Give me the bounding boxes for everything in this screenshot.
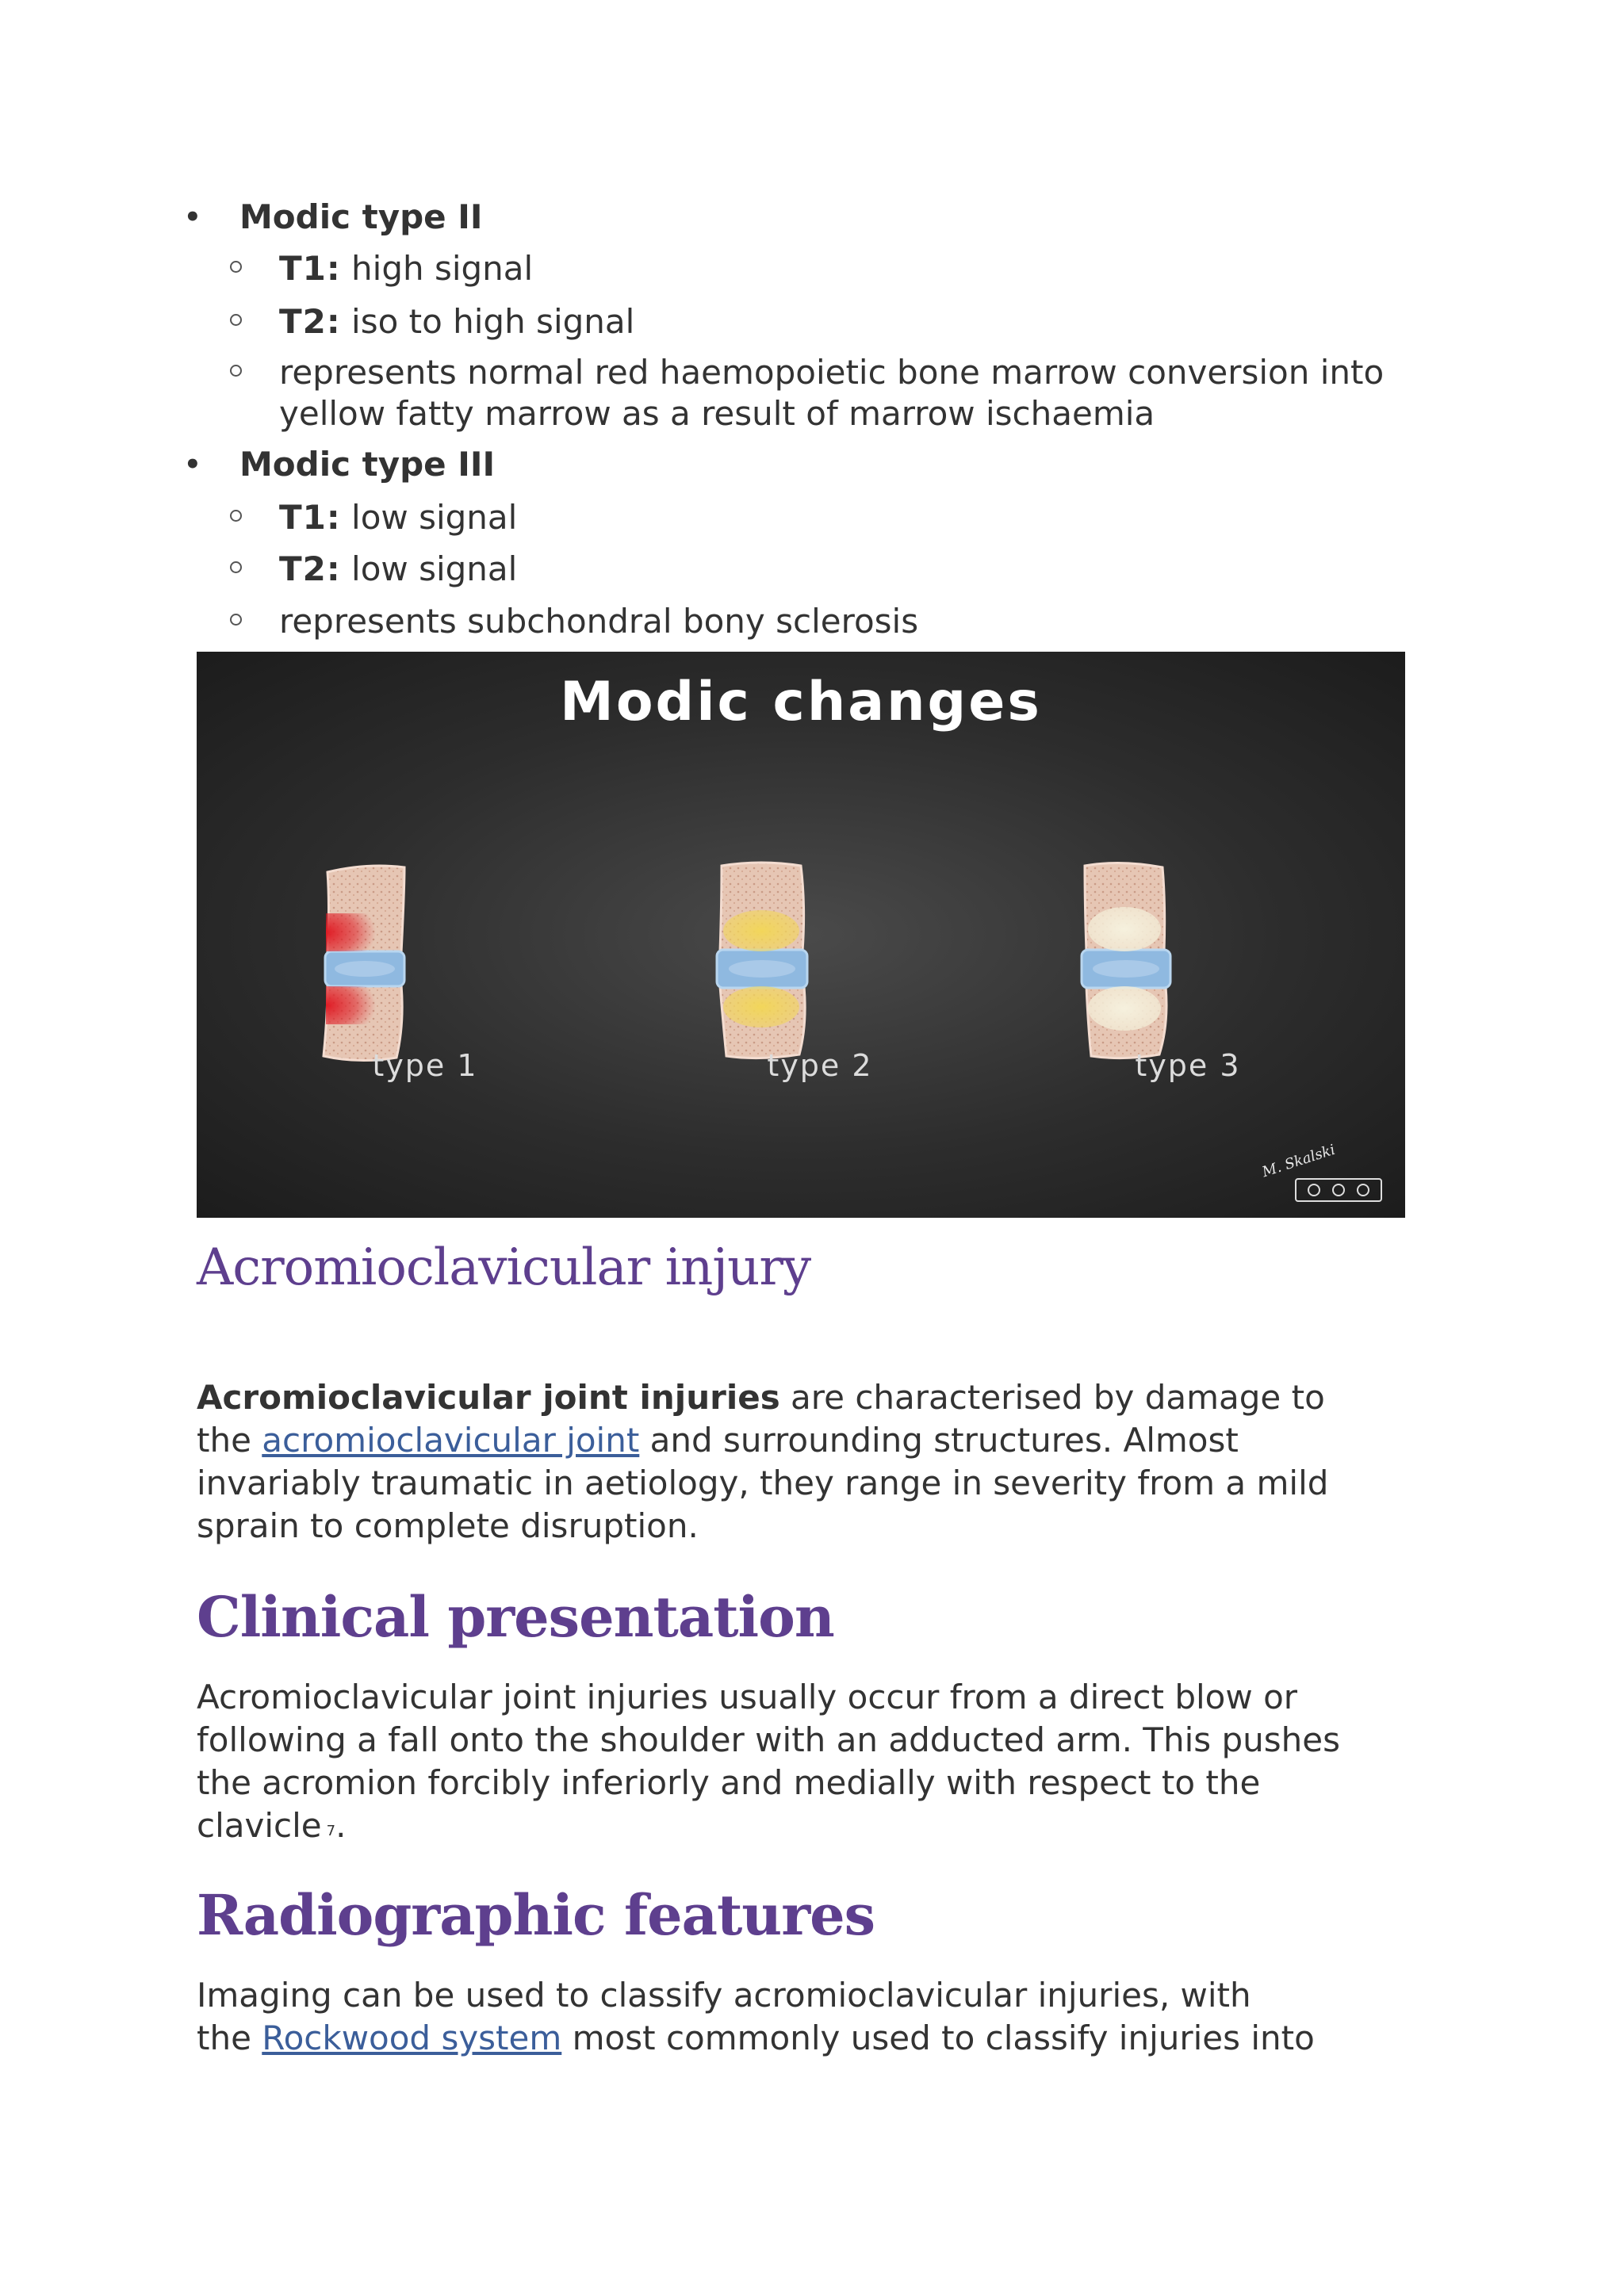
circle-bullet-icon [230, 561, 242, 573]
figure-label-type-1: type 1 [372, 1048, 478, 1083]
clinical-text: Acromioclavicular joint injuries usually occur from a direct blow or [197, 1678, 1298, 1716]
description-line-2: yellow fatty marrow as a result of marrow ischaemia [279, 394, 1155, 433]
figure-title: Modic changes [560, 671, 1042, 733]
description-line-1: represents normal red haemopoietic bone marrow conversion into [279, 353, 1385, 392]
t1-label: T1: [279, 249, 341, 288]
clinical-text: . [335, 1806, 347, 1845]
t1-value: high signal [351, 249, 534, 288]
intro-text: are characterised by damage to [779, 1378, 1325, 1417]
vertebra-type-2 [717, 863, 807, 1058]
circle-bullet-icon [230, 614, 242, 626]
intro-text: the [197, 1421, 262, 1460]
list-heading: Modic type III [239, 445, 496, 484]
radiographic-text: most commonly used to classify injuries into [561, 2019, 1315, 2057]
t2-value: iso to high signal [351, 302, 635, 341]
list-heading: Modic type II [239, 197, 483, 236]
t2-label: T2: [279, 549, 341, 588]
acromioclavicular-joint-link[interactable]: acromioclavicular joint [262, 1421, 640, 1460]
acromio-intro-paragraph [197, 1376, 1434, 1548]
intro-text: and surrounding structures. Almost [639, 1421, 1239, 1460]
circle-bullet-icon [230, 314, 242, 326]
radiographic-text: Imaging can be used to classify acromioclavicular injuries, with [197, 1976, 1251, 2015]
vertebrae-illustration [197, 652, 1405, 1218]
radiographic-text: the [197, 2019, 262, 2057]
t1-value: low signal [351, 498, 518, 537]
circle-bullet-icon [230, 365, 242, 377]
description: represents subchondral bony sclerosis [279, 602, 919, 641]
vertebra-type-1 [324, 866, 404, 1061]
t2-value: low signal [351, 549, 518, 588]
figure-label-type-2: type 2 [767, 1048, 873, 1083]
bullet-icon: • [184, 201, 201, 233]
reference-superscript[interactable]: 7 [326, 1823, 336, 1839]
figure-label-type-3: type 3 [1135, 1048, 1241, 1083]
intro-text: sprain to complete disruption. [197, 1506, 699, 1545]
circle-bullet-icon [230, 510, 242, 522]
clinical-text: clavicle [197, 1806, 322, 1845]
clinical-paragraph [197, 1676, 1434, 1847]
t2-label: T2: [279, 302, 341, 341]
author-signature: M. Skalski [1260, 1141, 1338, 1181]
section-heading-clinical-presentation: Clinical presentation [197, 1584, 834, 1650]
creative-commons-badge-icon [1295, 1178, 1382, 1202]
radiographic-paragraph [197, 1974, 1434, 2060]
bullet-icon: • [184, 449, 201, 480]
t1-label: T1: [279, 498, 341, 537]
section-heading-radiographic-features: Radiographic features [197, 1882, 875, 1948]
circle-bullet-icon [230, 261, 242, 273]
list-item-modic-type-2 [0, 197, 1624, 238]
modic-changes-figure [197, 652, 1405, 1218]
intro-bold-term: Acromioclavicular joint injuries [197, 1378, 780, 1417]
clinical-text: following a fall onto the shoulder with an adducted arm. This pushes [197, 1720, 1340, 1759]
vertebra-type-3 [1082, 863, 1170, 1058]
list-item-modic-type-3 [0, 444, 1624, 485]
section-heading-acromioclavicular-injury: Acromioclavicular injury [197, 1238, 811, 1297]
intro-text: invariably traumatic in aetiology, they range in severity from a mild [197, 1464, 1329, 1502]
clinical-text: the acromion forcibly inferiorly and medially with respect to the [197, 1763, 1261, 1802]
rockwood-system-link[interactable]: Rockwood system [262, 2019, 562, 2057]
